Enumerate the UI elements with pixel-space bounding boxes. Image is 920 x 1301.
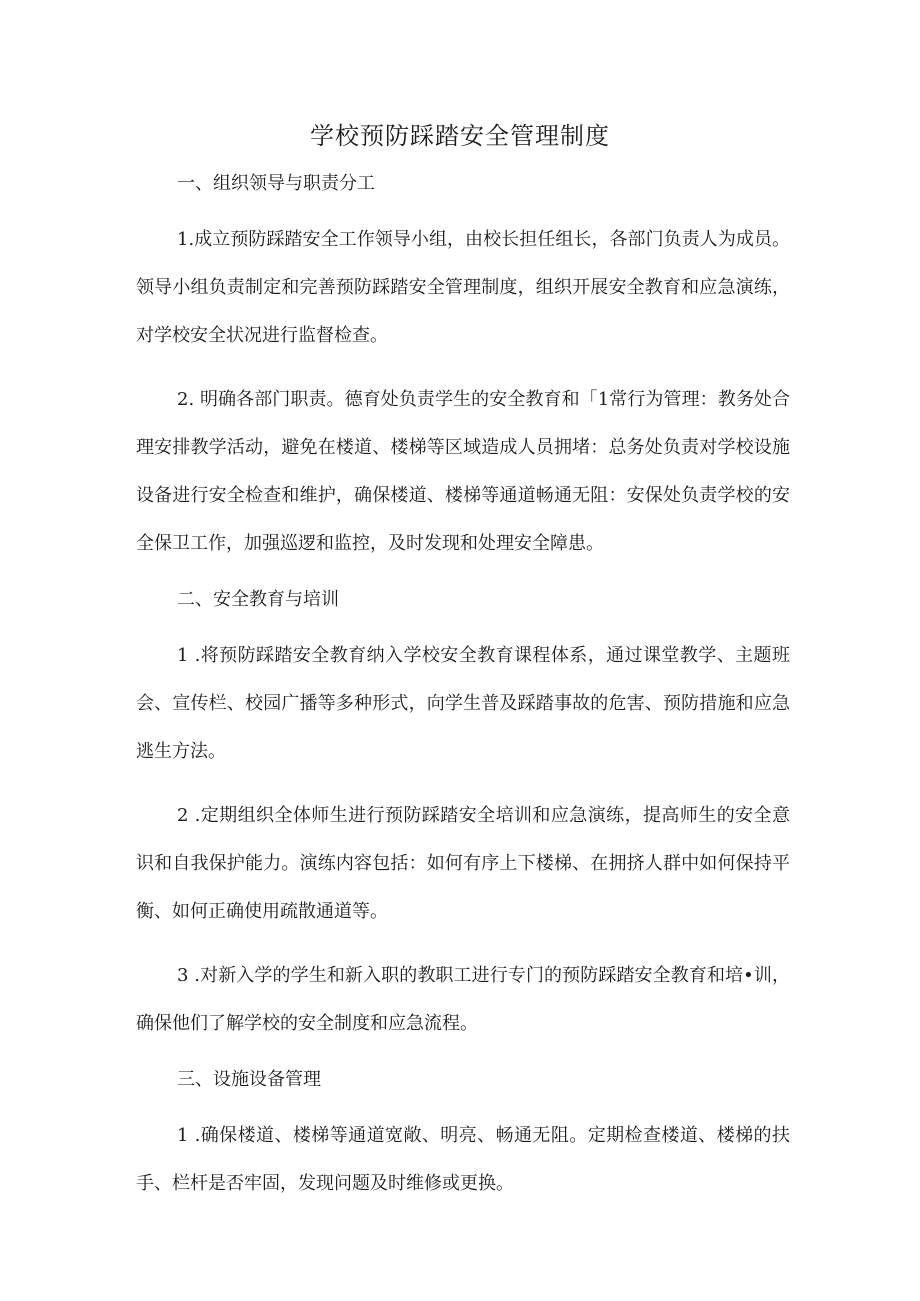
document-body bbox=[136, 168, 790, 1224]
section-education bbox=[136, 584, 790, 1048]
section-heading: 三、设施设备管理 bbox=[177, 1069, 321, 1090]
section-facilities bbox=[136, 1064, 790, 1208]
paragraph: 1 .将预防踩踏安全教育纳入学校安全教育课程体系，通过课堂教学、主题班会、宣传栏、校园广播等多种形式，向学生普及踩踏事故的危害、预防措施和应急逃生方法。 bbox=[136, 645, 790, 762]
section-heading: 一、组织领导与职责分工 bbox=[177, 173, 375, 194]
paragraph: 2 .定期组织全体师生进行预防踩踏安全培训和应急演练，提高师生的安全意识和自我保护能力。演练内容包括：如何有序上下楼梯、在拥挤人群中如何保持平衡、如何正确使用疏散通道等。 bbox=[136, 805, 790, 922]
paragraph: 1 .确保楼道、楼梯等通道宽敞、明亮、畅通无阻。定期检查楼道、楼梯的扶手、栏杆是否牢固，发现问题及时维修或更换。 bbox=[136, 1125, 790, 1194]
paragraph: 3 .对新入学的学生和新入职的教职工进行专门的预防踩踏安全教育和培•训，确保他们了解学校的安全制度和应急流程。 bbox=[136, 965, 790, 1034]
document-title: 学校预防踩踏安全管理制度 bbox=[310, 122, 610, 150]
section-organization bbox=[136, 168, 790, 568]
paragraph: 1.成立预防踩踏安全工作领导小组，由校长担任组长，各部门负责人为成员。领导小组负责制定和完善预防踩踏安全管理制度，组织开展安全教育和应急演练，对学校安全状况进行监督检查。 bbox=[136, 229, 790, 346]
paragraph: 2. 明确各部门职责。德育处负责学生的安全教育和「1常行为管理：教务处合理安排教学活动，避免在楼道、楼梯等区域造成人员拥堵：总务处负责对学校设施设备进行安全检查和维护，确保楼道、楼梯等通道畅通无阻：安保处负责学校的安全保卫工作，加强巡逻和监控，及时发现和处理安全障患。 bbox=[136, 389, 790, 554]
section-heading: 二、安全教育与培训 bbox=[177, 589, 339, 610]
